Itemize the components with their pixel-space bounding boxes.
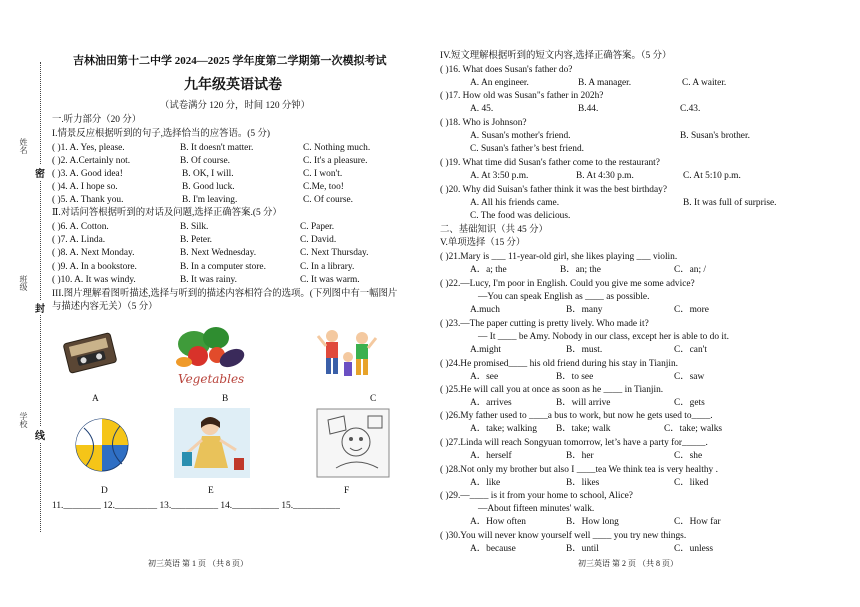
q6-b: B. Silk. — [180, 222, 209, 232]
q8-b: B. Next Wednesday. — [180, 248, 257, 258]
q28-c: C．liked — [674, 478, 709, 488]
q3-a: ( )3. A. Good idea! — [52, 169, 123, 179]
q8-a: ( )8. A. Next Monday. — [52, 248, 135, 258]
q29-c: C．How far — [674, 517, 721, 527]
q23-context: — It ____ be Amy. Nobody in our class, except her is able to do it. — [478, 332, 729, 342]
q30-c: C．unless — [674, 544, 714, 554]
q6-a: ( )6. A. Cotton. — [52, 222, 109, 232]
part1-heading: 一.听力部分（20 分） — [52, 115, 142, 125]
q7-b: B. Peter. — [180, 235, 213, 245]
q2-a: ( )2. A.Certainly not. — [52, 156, 131, 166]
q7-c: C. David. — [300, 235, 337, 245]
q19-a: A. At 3:50 p.m. — [470, 171, 529, 181]
exam-subtitle: 九年级英语试卷 — [184, 78, 282, 93]
q9-c: C. In a library. — [300, 262, 355, 272]
pic-label-d: D — [101, 486, 108, 496]
pic-label-c: C — [370, 394, 377, 404]
page1-footer: 初三英语 第 1 页 （共 8 页） — [148, 559, 248, 568]
q17-a: A. 45. — [470, 104, 494, 114]
sketch-drawing-image — [316, 408, 390, 478]
q28: ( )28.Not only my brother but also I ____tea We think tea is very healthy . — [440, 465, 718, 475]
q22-b: B．many — [566, 305, 603, 315]
q21-c: C．an; / — [674, 265, 707, 275]
q26-c: C．take; walks — [664, 424, 723, 434]
q23: ( )23.—The paper cutting is pretty lively. Who made it? — [440, 319, 649, 329]
school-label: 学校 — [19, 412, 28, 428]
q8-c: C. Next Thursday. — [300, 248, 369, 258]
q4-c: C.Me, too! — [303, 182, 344, 192]
q30: ( )30.You will never know yourself well ____ you try new things. — [440, 531, 687, 541]
q22: ( )22.—Lucy, I'm poor in English. Could you give me some advice? — [440, 279, 695, 289]
q20-b: B. It was full of surprise. — [683, 198, 777, 208]
q19-c: C. At 5:10 p.m. — [683, 171, 741, 181]
q4-a: ( )4. A. I hope so. — [52, 182, 118, 192]
pic-label-b: B — [222, 394, 229, 404]
q3-b: B. OK, I will. — [182, 169, 234, 179]
exercising-kids-image — [316, 322, 380, 384]
q24-c: C．saw — [674, 372, 705, 382]
cut-mark-mi: 密 — [35, 165, 45, 180]
q27-a: A．herself — [470, 451, 512, 461]
q22-a: A.much — [470, 305, 500, 315]
vegetables-caption: Vegetables — [178, 372, 245, 386]
q24-b: B．to see — [556, 372, 594, 382]
q17-b: B.44. — [578, 104, 599, 114]
q9-b: B. In a computer store. — [180, 262, 266, 272]
girl-illustration-image — [174, 408, 250, 478]
q28-b: B．likes — [566, 478, 600, 488]
q21: ( )21.Mary is ___ 11-year-old girl, she likes playing ___ violin. — [440, 252, 678, 262]
name-label: 姓名 — [19, 138, 28, 154]
q2-b: B. Of course. — [180, 156, 230, 166]
q25-c: C．gets — [674, 398, 705, 408]
pic-label-e: E — [208, 486, 214, 496]
score-info: （试卷满分 120 分，时间 120 分钟） — [160, 101, 311, 111]
q29-context: —About fifteen minutes' walk. — [478, 504, 595, 514]
q19-b: B. At 4:30 p.m. — [576, 171, 634, 181]
q23-c: C．can't — [674, 345, 707, 355]
q5-b: B. I'm leaving. — [182, 195, 238, 205]
q25-a: A．arrives — [470, 398, 512, 408]
exam-title: 吉林油田第十二中学 2024—2025 学年度第二学期第一次模拟考试 — [73, 55, 387, 67]
q10-c: C. It was warm. — [300, 275, 360, 285]
q20-c: C. The food was delicious. — [470, 211, 571, 221]
q20: ( )20. Why did Suisan's father think it was the best birthday? — [440, 185, 667, 195]
q16-b: B. A manager. — [578, 78, 632, 88]
q5-a: ( )5. A. Thank you. — [52, 195, 124, 205]
q20-a: A. All his friends came. — [470, 198, 560, 208]
vegetables-image — [172, 322, 254, 390]
q25: ( )25.He will call you at once as soon as he ____ in Tianjin. — [440, 385, 664, 395]
q17: ( )17. How old was Susan"s father in 202h? — [440, 91, 604, 101]
pic-label-a: A — [92, 394, 99, 404]
q29-b: B．How long — [566, 517, 619, 527]
pic-label-f: F — [344, 486, 350, 496]
part2-heading: 二、基础知识（共 45 分） — [440, 225, 548, 235]
q22-c: C．more — [674, 305, 709, 315]
q24: ( )24.He promised____ his old friend during his stay in Tianjin. — [440, 359, 679, 369]
q18-c: C. Susan's father’s best friend. — [470, 144, 584, 154]
q9-a: ( )9. A. In a bookstore. — [52, 262, 137, 272]
q4-b: B. Good luck. — [182, 182, 235, 192]
q16: ( )16. What does Susan's father do? — [440, 65, 573, 75]
q3-c: C. I won't. — [303, 169, 343, 179]
q23-a: A.might — [470, 345, 501, 355]
q25-b: B．will arrive — [556, 398, 611, 408]
cut-mark-xian: 线 — [35, 427, 45, 442]
q26-b: B．take; walk — [556, 424, 611, 434]
answer-blanks: 11.________ 12._________ 13.__________ 14.__________ 15.__________ — [52, 501, 340, 511]
q1-c: C. Nothing much. — [303, 143, 371, 153]
q23-b: B．must. — [566, 345, 603, 355]
q16-c: C. A waiter. — [682, 78, 727, 88]
q16-a: A. An engineer. — [470, 78, 529, 88]
q27-c: C．she — [674, 451, 703, 461]
q26: ( )26.My father used to ____a bus to work, but now he gets used to____. — [440, 411, 713, 421]
q1-b: B. It doesn't matter. — [180, 143, 254, 153]
cut-mark-feng: 封 — [35, 300, 45, 315]
q19: ( )19. What time did Susan's father come to the restaurant? — [440, 158, 660, 168]
cassette-tape-image — [62, 330, 118, 376]
q6-c: C. Paper. — [300, 222, 335, 232]
q5-c: C. Of course. — [303, 195, 353, 205]
section2-title: Ⅱ.对话问答根据听到的对话及问题,选择正确答案.(5 分） — [52, 208, 282, 218]
q30-a: A．because — [470, 544, 516, 554]
section1-title: I.情景反应根据听到的句子,选择恰当的应答语。(5 分) — [52, 129, 270, 139]
q2-c: C. It's a pleasure. — [303, 156, 368, 166]
q7-a: ( )7. A. Linda. — [52, 235, 106, 245]
q24-a: A．see — [470, 372, 499, 382]
q30-b: B．until — [566, 544, 599, 554]
q21-a: A．a; the — [470, 265, 507, 275]
q27-b: B．her — [566, 451, 594, 461]
q29-a: A．How often — [470, 517, 526, 527]
q22-context: —You can speak English as ____ as possible. — [478, 292, 650, 302]
section3-title-cont: 与描述内容无关）（5 分） — [52, 302, 158, 312]
q18-a: A. Susan's mother's friend. — [470, 131, 571, 141]
class-label: 班级 — [19, 275, 28, 291]
q27: ( )27.Linda will reach Songyuan tomorrow, let’s have a party for_____. — [440, 438, 708, 448]
q26-a: A．take; walking — [470, 424, 537, 434]
q10-b: B. It was rainy. — [180, 275, 237, 285]
section3-title: III.图片理解看图听描述,选择与听到的描述内容相符合的选项。(下列图中有一幅图片 — [52, 289, 398, 299]
q18: ( )18. Who is Johnson? — [440, 118, 527, 128]
q17-c: C.43. — [680, 104, 701, 114]
q1-a: ( )1. A. Yes, please. — [52, 143, 125, 153]
q28-a: A．like — [470, 478, 501, 488]
section5-title: V.单项选择（15 分） — [440, 238, 526, 248]
q21-b: B．an; the — [560, 265, 601, 275]
q18-b: B. Susan's brother. — [680, 131, 750, 141]
cut-line — [40, 62, 41, 532]
page2-footer: 初三英语 第 2 页 （共 8 页） — [578, 559, 678, 568]
q10-a: ( )10. A. It was windy. — [52, 275, 136, 285]
section4-title: IV.短文理解根据听到的短文内容,选择正确答案。（5 分） — [440, 51, 672, 61]
q29: ( )29.—____ is it from your home to school, Alice? — [440, 491, 633, 501]
volleyball-image — [72, 416, 132, 474]
